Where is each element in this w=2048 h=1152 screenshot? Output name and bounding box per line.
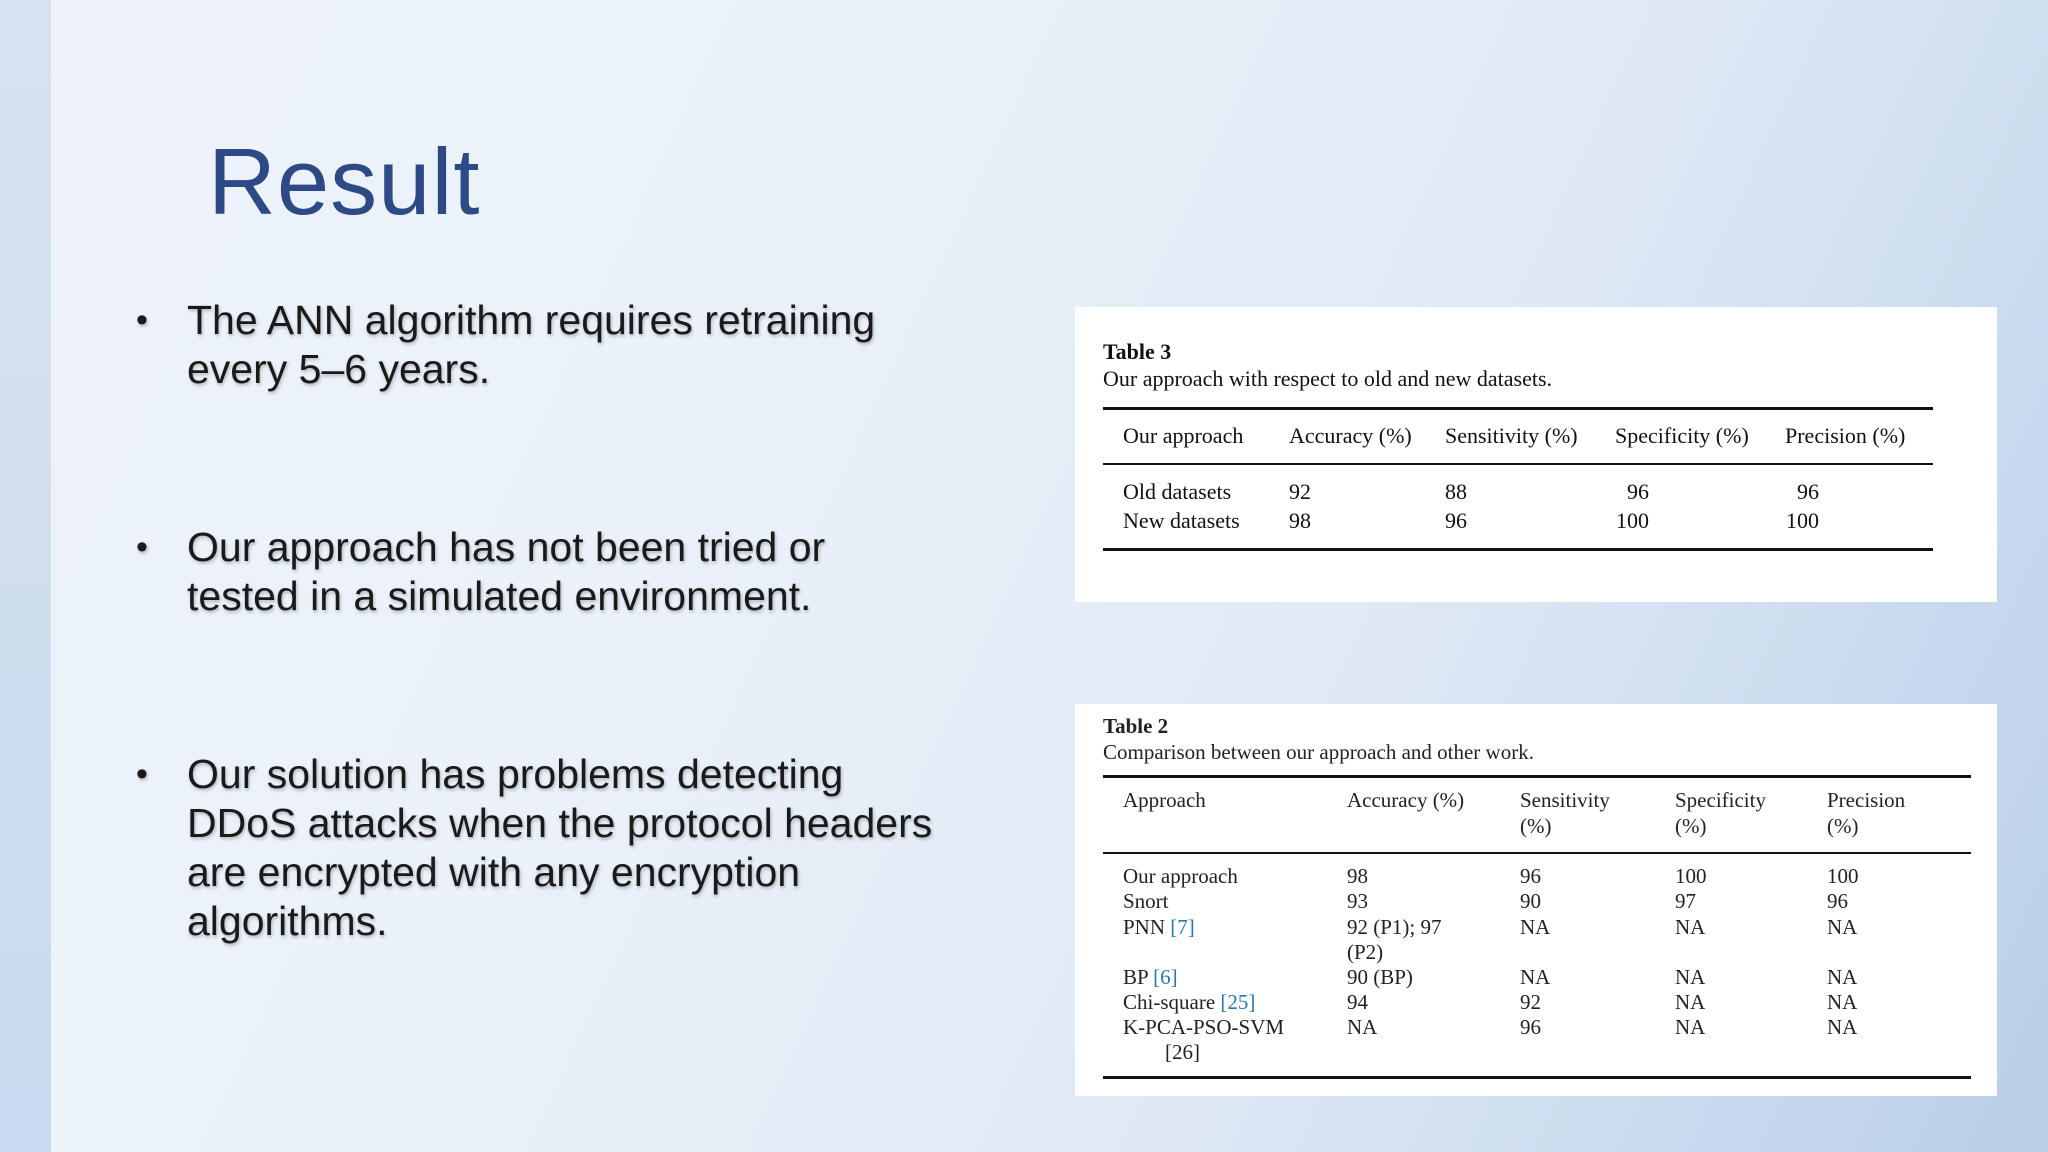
bullet-marker: • — [136, 755, 148, 793]
slide-left-strip — [0, 0, 51, 1152]
table2-ref-link[interactable]: [7] — [1170, 915, 1195, 939]
bullet-text: Our approach has not been tried or tested in a simulated environment. — [187, 524, 826, 619]
table2-cell: 96 — [1520, 864, 1541, 888]
bullet-marker: • — [136, 528, 148, 566]
table3-header: Accuracy (%) — [1289, 423, 1412, 448]
table2-ref-link[interactable]: [25] — [1220, 990, 1256, 1014]
table2-cell: 92 (P1); 97 — [1347, 915, 1442, 939]
table2-header: (%) — [1675, 814, 1707, 838]
table2-caption: Comparison between our approach and other work. — [1103, 740, 1534, 764]
table2-cell: 93 — [1347, 889, 1368, 913]
table2-cell: NA — [1827, 1015, 1858, 1039]
table2-cell: 100 — [1827, 864, 1859, 888]
table3-cell: 96 — [1627, 479, 1649, 504]
table2-cell: Our approach — [1123, 864, 1238, 888]
table2-cell: 100 — [1675, 864, 1707, 888]
table2-cell: NA — [1520, 915, 1551, 939]
table2-row-name: BP — [1123, 965, 1148, 989]
table2-ref-link[interactable]: [6] — [1153, 965, 1178, 989]
table3-cell: 96 — [1797, 479, 1819, 504]
table2-row-name: Chi-square — [1123, 990, 1216, 1014]
table2-header: Precision — [1827, 788, 1906, 812]
table3-cell: 100 — [1786, 508, 1819, 533]
table2-image — [1075, 704, 1997, 1096]
table2-cell: (P2) — [1347, 940, 1384, 964]
table3-mid-rule — [1103, 463, 1933, 465]
table3-cell: 100 — [1616, 508, 1649, 533]
table2-cell: NA — [1347, 1015, 1378, 1039]
table2-cell — [1123, 965, 1178, 990]
table3-top-rule — [1103, 407, 1933, 410]
table2-header: Sensitivity — [1520, 788, 1610, 812]
bullet-marker: • — [136, 301, 148, 339]
table2-cell — [1123, 915, 1195, 940]
table3-header: Specificity (%) — [1615, 423, 1749, 448]
table3-cell: Old datasets — [1123, 479, 1232, 504]
table3-header: Our approach — [1123, 423, 1244, 448]
table2-cell: NA — [1827, 990, 1858, 1014]
table3-cell: 92 — [1289, 479, 1311, 504]
table2-header: Accuracy (%) — [1347, 788, 1465, 812]
table2-label: Table 2 — [1103, 714, 1169, 738]
table2-header: (%) — [1827, 814, 1859, 838]
table2-mid-rule — [1103, 852, 1971, 854]
table2-ref-link[interactable]: [26] — [1165, 1040, 1200, 1064]
table3-caption: Our approach with respect to old and new datasets. — [1103, 366, 1553, 391]
table2-cell: 92 — [1520, 990, 1541, 1014]
table3-cell: 88 — [1445, 479, 1467, 504]
table2-cell: 94 — [1347, 990, 1368, 1014]
table3-header: Precision (%) — [1785, 423, 1906, 448]
table2-cell: NA — [1520, 965, 1551, 989]
bullet-text: Our solution has problems detecting DDoS attacks when the protocol headers are encrypted with any encryption algorithms. — [187, 751, 933, 944]
table2-cell: NA — [1675, 990, 1706, 1014]
table2-header: Specificity — [1675, 788, 1766, 812]
table2-cell: NA — [1675, 915, 1706, 939]
table2-cell: 90 (BP) — [1347, 965, 1413, 989]
table2-cell: 98 — [1347, 864, 1368, 888]
table2-cell: 97 — [1675, 889, 1696, 913]
table2-top-rule — [1103, 775, 1971, 778]
table2-cell: NA — [1675, 1015, 1706, 1039]
table2-cell: NA — [1827, 965, 1858, 989]
table2-header: Approach — [1123, 788, 1206, 812]
table2-bottom-rule — [1103, 1076, 1971, 1079]
table2-cell: 90 — [1520, 889, 1541, 913]
table2-cell: NA — [1675, 965, 1706, 989]
table3-cell: 98 — [1289, 508, 1311, 533]
slide-title: Result — [208, 129, 481, 234]
table3-cell: 96 — [1445, 508, 1467, 533]
table2-cell: Snort — [1123, 889, 1169, 913]
table2-cell — [1123, 990, 1255, 1015]
table2-header: (%) — [1520, 814, 1552, 838]
table2-row-name: PNN — [1123, 915, 1166, 939]
table2-cell: 96 — [1827, 889, 1848, 913]
table2-cell: NA — [1827, 915, 1858, 939]
table2-cell: K-PCA-PSO-SVM — [1123, 1015, 1285, 1039]
bullet-text: The ANN algorithm requires retraining every 5–6 years. — [187, 297, 876, 392]
table3-image — [1075, 307, 1997, 602]
table3-cell: New datasets — [1123, 508, 1240, 533]
table3-bottom-rule — [1103, 548, 1933, 551]
table3-header: Sensitivity (%) — [1445, 423, 1578, 448]
table2-cell: 96 — [1520, 1015, 1541, 1039]
table3-label: Table 3 — [1103, 339, 1172, 364]
